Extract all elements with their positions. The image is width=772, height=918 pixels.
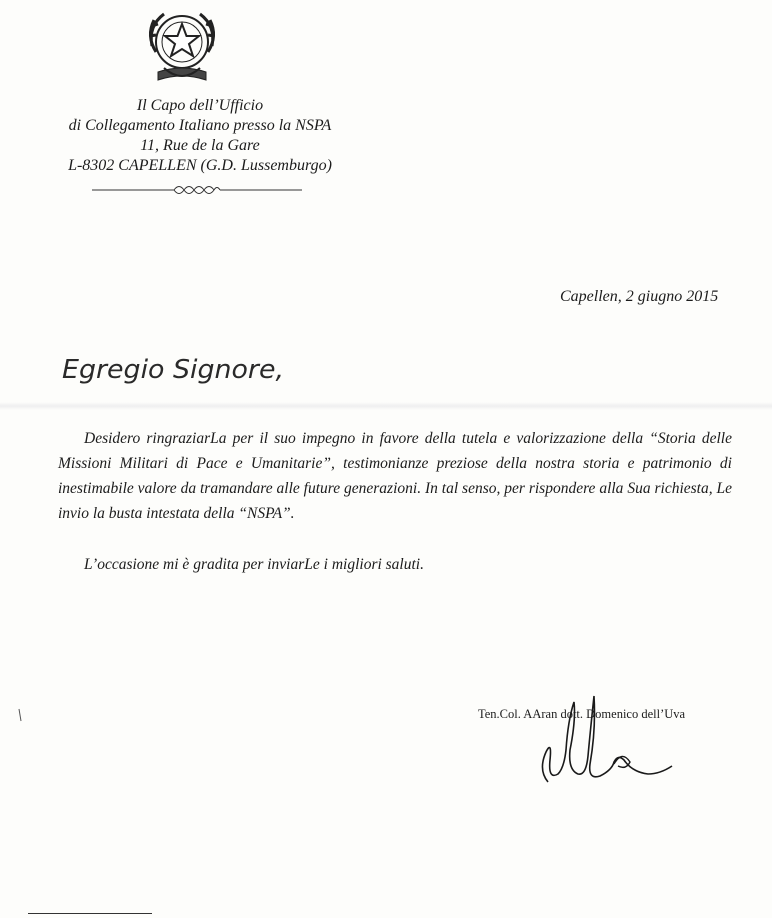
signature-mark — [528, 690, 678, 790]
signer-name: Ten.Col. AAran dott. Domenico dell’Uva — [478, 707, 686, 721]
footer-rule — [28, 913, 152, 914]
italian-emblem-icon — [142, 6, 222, 90]
letterhead-line-1: Il Capo dell’Ufficio — [136, 97, 264, 114]
salutation-text: Egregio Signore, — [62, 355, 284, 385]
handwritten-salutation — [58, 346, 298, 398]
letter-date: Capellen, 2 giugno 2015 — [560, 288, 719, 305]
paper-fold — [0, 402, 772, 410]
letterhead-line-4: L-8302 CAPELLEN (G.D. Lussemburgo) — [68, 157, 332, 174]
letter-body: Desidero ringraziarLa per il suo impegno in favore della tutela e valorizzazione della “Storia delle Missioni Militari di Pace e Umanitarie”, testimonianze preziose della nostra storia e patrimonio di inestimabile valore da tramandare alle future generazioni. In tal senso, per rispondere alla Sua richiesta, Le invio la busta intestata della “NSPA”. — [58, 430, 732, 522]
letterhead-line-2: di Collegamento Italiano presso la NSPA — [68, 117, 332, 134]
letterhead-line-3: 11, Rue de la Gare — [140, 137, 260, 154]
letterhead-ornament-icon — [92, 180, 302, 200]
letter-closing: L’occasione mi è gradita per inviarLe i migliori saluti. — [84, 556, 424, 573]
margin-mark-icon — [18, 708, 22, 722]
